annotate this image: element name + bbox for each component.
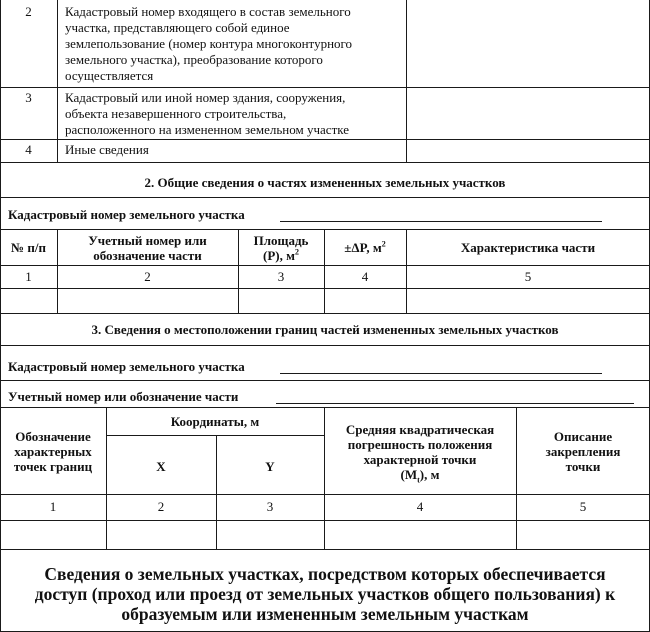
row-sep	[0, 162, 650, 163]
header-points: характерных	[14, 444, 92, 459]
row-text: Иные сведения	[65, 142, 149, 157]
section-3-cadastral-label: Кадастровый номер земельного участка	[8, 359, 245, 374]
header-desc: точки	[565, 459, 601, 474]
column-number: 2	[157, 499, 165, 514]
column-number: 3	[277, 269, 285, 284]
column-number: 4	[361, 269, 369, 284]
section-3-title: 3. Сведения о местоположении границ частей измененных земельных участков	[91, 322, 559, 337]
row-sep	[106, 435, 324, 436]
header-area: (P), $м^2$	[263, 247, 299, 263]
footer-heading-line: образуемым или измененным земельным участкам	[121, 604, 529, 624]
divider-top-1	[57, 0, 58, 162]
account-input-line	[276, 403, 634, 404]
row-number: 3	[25, 90, 32, 105]
header-error: характерной точки	[363, 452, 477, 467]
header-desc: закрепления	[545, 444, 621, 459]
row-text: Кадастровый или иной номер здания, сооружения,	[65, 90, 346, 105]
row-text: расположенного на измененном земельном участке	[65, 122, 350, 137]
row-number: 4	[25, 142, 32, 157]
cadastral-input-line	[280, 221, 602, 222]
header-account: Учетный номер или	[88, 233, 207, 248]
column-number: 1	[49, 499, 57, 514]
row-sep	[0, 139, 650, 140]
header-points: Обозначение	[15, 429, 91, 444]
footer-heading-line: доступ (проход или проезд от земельных участков общего пользования) к	[34, 584, 616, 604]
row-number: 2	[25, 4, 32, 19]
header-delta: ±ΔP, $м^2$	[344, 239, 386, 255]
header-character: Характеристика части	[460, 240, 596, 255]
column-number: 3	[266, 499, 274, 514]
row-sep	[0, 494, 650, 495]
header-coords: Координаты, м	[170, 414, 260, 429]
header-points: точек границ	[13, 459, 93, 474]
row-sep	[0, 520, 650, 521]
row-sep	[0, 229, 650, 230]
divider-top-2	[406, 0, 407, 162]
header-error: Средняя квадратическая	[345, 422, 495, 437]
column-number: 5	[579, 499, 587, 514]
row-sep	[0, 197, 650, 198]
column-number: 4	[416, 499, 424, 514]
row-text: землепользование (номер контура многоконтурного	[65, 36, 353, 51]
header-y: Y	[265, 459, 275, 474]
row-sep	[0, 380, 650, 381]
row-sep	[0, 407, 650, 408]
row-text: объекта незавершенного строительства,	[65, 106, 287, 121]
footer-heading-line: Сведения о земельных участках, посредством которых обеспечивается	[44, 564, 606, 584]
row-sep	[0, 87, 650, 88]
row-text: участка, представляющего собой единое	[65, 20, 290, 35]
row-sep	[0, 549, 650, 550]
header-account: обозначение части	[93, 248, 202, 263]
row-sep	[0, 288, 650, 289]
section-2-cadastral-label: Кадастровый номер земельного участка	[8, 207, 245, 222]
header-num: № п/п	[11, 240, 46, 255]
section-3-account-label: Учетный номер или обозначение части	[8, 389, 239, 404]
header-x: X	[156, 459, 166, 474]
header-area: Площадь	[253, 233, 309, 248]
column-number: 1	[25, 269, 32, 284]
row-sep	[0, 265, 650, 266]
header-error: погрешность положения	[347, 437, 493, 452]
row-sep	[0, 345, 650, 346]
cadastral-input-line	[280, 373, 602, 374]
col-sep	[216, 435, 217, 549]
row-sep	[0, 313, 650, 314]
column-number: 2	[144, 269, 151, 284]
column-number: 5	[524, 269, 532, 284]
section-2-title: 2. Общие сведения о частях измененных земельных участков	[144, 175, 506, 190]
row-text: земельного участка), преобразование которого	[65, 52, 323, 67]
header-desc: Описание	[553, 429, 613, 444]
header-error: $(M_t)$, м	[400, 467, 440, 485]
row-text: Кадастровый номер входящего в состав земельного	[65, 4, 351, 19]
row-text: осуществляется	[65, 68, 154, 83]
